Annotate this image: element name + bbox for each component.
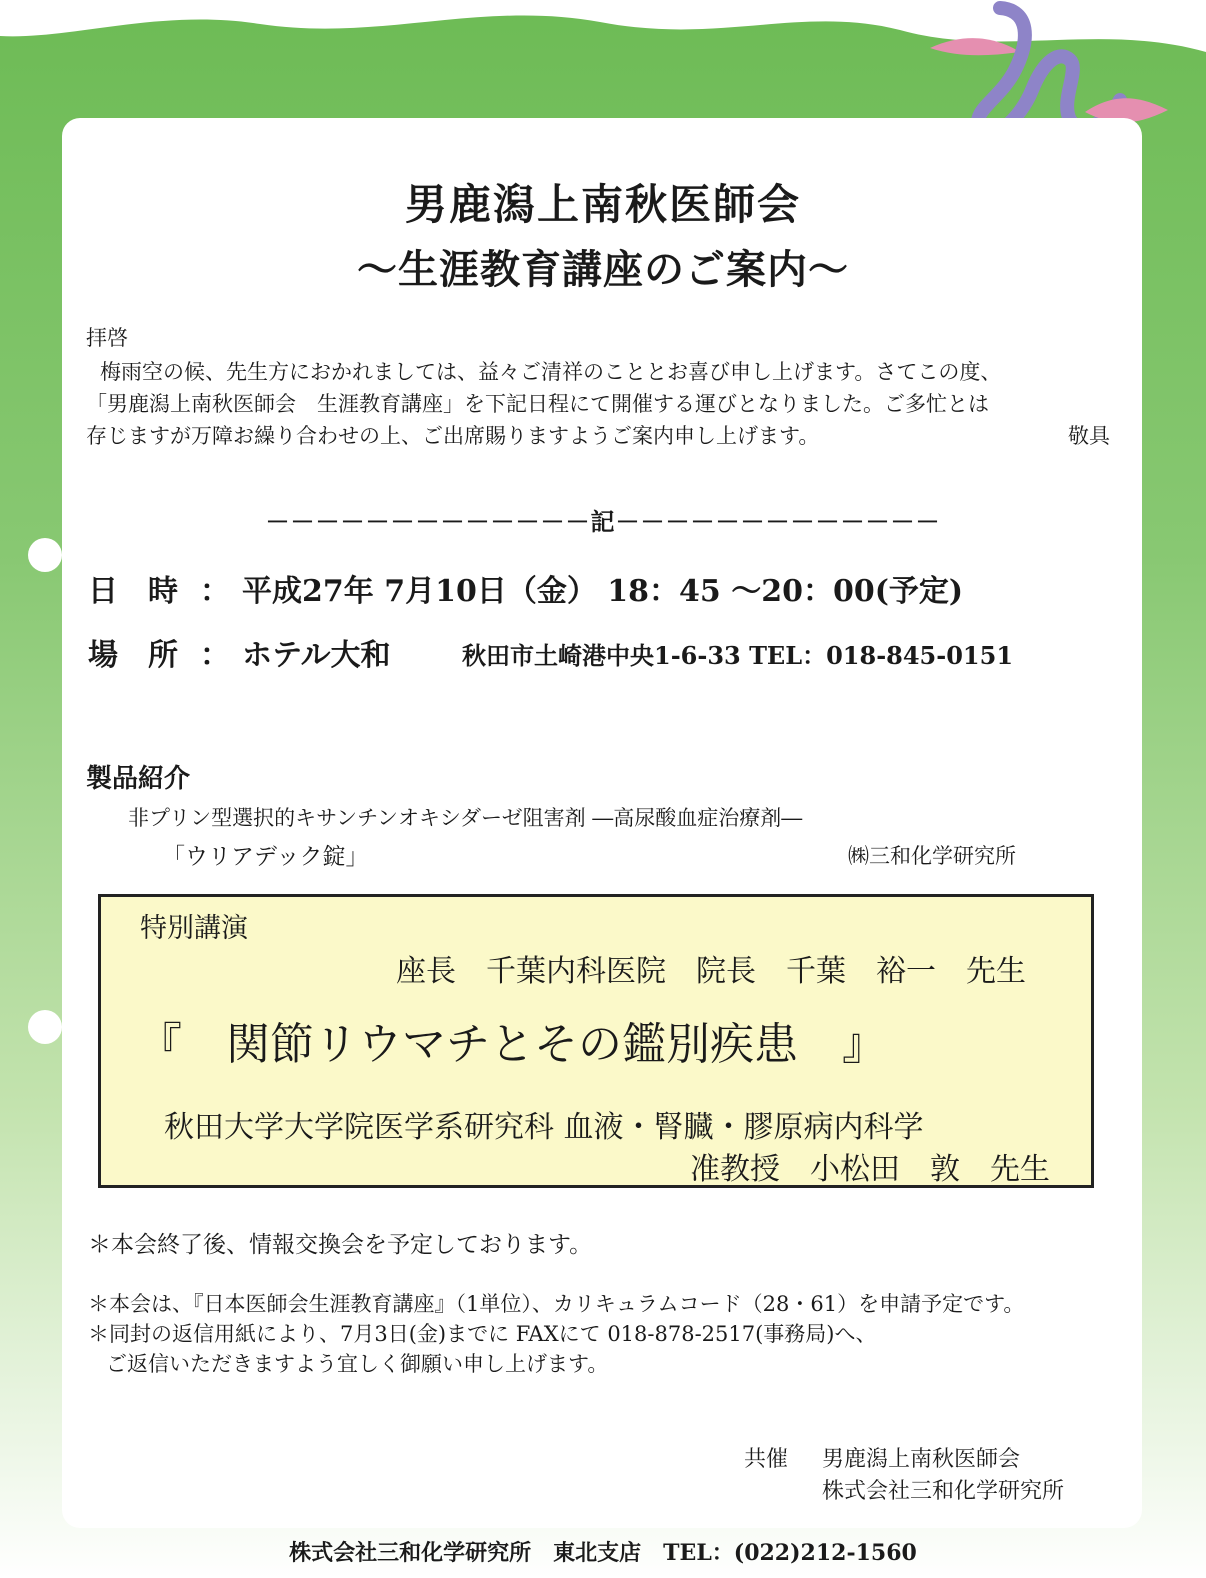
cohost-2: 株式会社三和化学研究所 [822,1479,1065,1504]
page-subtitle: ～生涯教育講座のご案内～ [357,246,849,293]
date-colon: ： [200,574,230,609]
place-label: 場 所 [88,638,178,673]
binder-hole-top [28,538,62,572]
speaker-name: 准教授 小松田 敦 先生 [690,1152,1050,1187]
product-description: 非プリン型選択的キサンチンオキシダーゼ阻害剤 ―高尿酸血症治療剤― [128,806,803,830]
footer-contact: 株式会社三和化学研究所 東北支店 TEL：(022)212-1560 [289,1540,917,1566]
product-company: ㈱三和化学研究所 [848,844,1016,868]
place-value: ホテル大和 [242,638,391,673]
note-exchange-meeting: ＊本会終了後、情報交換会を予定しております。 [88,1232,593,1258]
lecture-chair: 座長 千葉内科医院 院長 千葉 裕一 先生 [396,954,1026,989]
note-reply-fax: ＊同封の返信用紙により、7月3日(金)までに FAXにて 018-878-2517(事務局)へ、 [88,1322,877,1346]
date-value: 平成27年 7月10日（金） 18：45 ～20：00(予定) [242,574,964,609]
greeting-opening: 拝啓 [86,326,128,350]
product-heading: 製品紹介 [86,764,191,794]
cohost-1: 男鹿潟上南秋医師会 [822,1447,1021,1472]
special-lecture-label: 特別講演 [140,913,248,944]
lecture-title: 『 関節リウマチとその鑑別疾患 』 [138,1019,886,1070]
cohost-label: 共催 [744,1447,789,1472]
binder-hole-bottom [28,1010,62,1044]
greeting-line-1: 梅雨空の候、先生方におかれましては、益々ご清祥のこととお喜び申し上げます。さてこの度、 [100,360,1002,384]
greeting-line-2: 「男鹿潟上南秋医師会 生涯教育講座」を下記日程にて開催する運びとなりました。ご多忙とは [86,392,989,416]
place-address: 秋田市土崎港中央1-6-33 TEL：018-845-0151 [462,641,1014,670]
page-title: 男鹿潟上南秋医師会 [404,180,801,229]
note-reply-request: ご返信いただきますよう宜しく御願い申し上げます。 [106,1352,609,1376]
greeting-closing: 敬具 [1068,424,1110,448]
note-credit: ＊本会は、『日本医師会生涯教育講座』（1単位）、カリキュラムコード（28・61）を申請予定です。 [88,1292,1025,1316]
ki-separator: －－－－－－－－－－－－－記－－－－－－－－－－－－－ [265,507,941,536]
date-label: 日 時 [88,574,178,609]
product-name: 「ウリアデック錠」 [162,844,369,870]
greeting-line-3: 存じますが万障お繰り合わせの上、ご出席賜りますようご案内申し上げます。 [86,424,820,448]
place-colon: ： [200,638,230,673]
speaker-affiliation: 秋田大学大学院医学系研究科 血液・腎臓・膠原病内科学 [164,1110,924,1145]
